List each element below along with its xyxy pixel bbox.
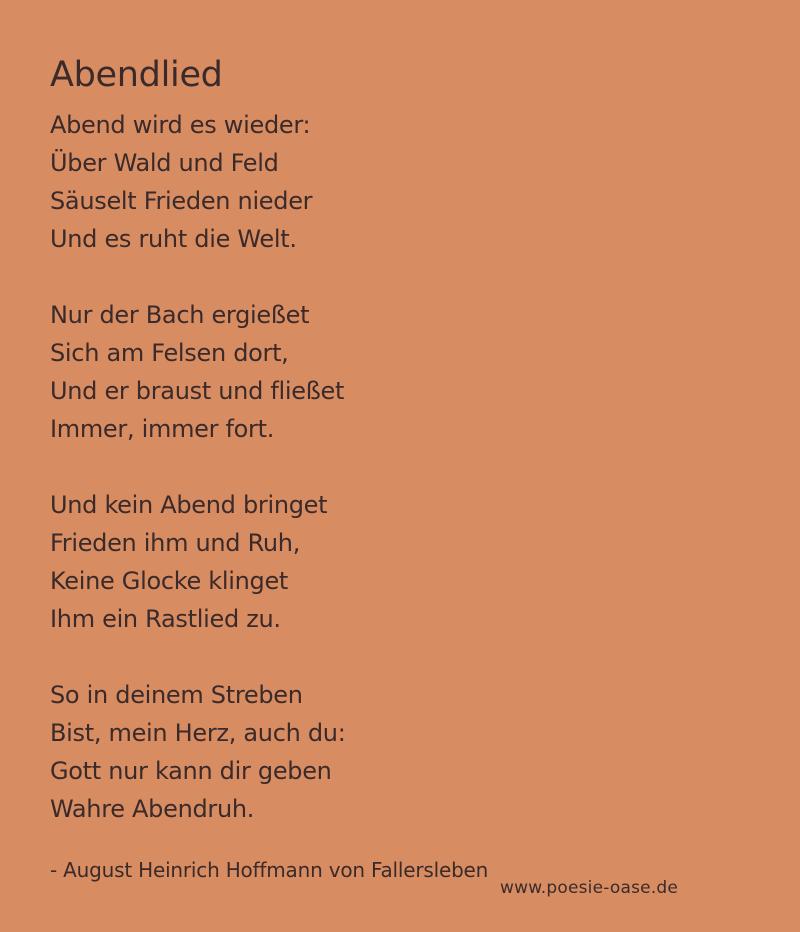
poem-line: Säuselt Frieden nieder: [50, 187, 313, 215]
poem-line: Und es ruht die Welt.: [50, 225, 297, 253]
stanza-2: [50, 296, 750, 448]
poem-line: Nur der Bach ergießet: [50, 301, 310, 329]
stanza-1: [50, 106, 750, 258]
poem-line: Immer, immer fort.: [50, 415, 275, 443]
poem-card: [50, 52, 750, 884]
poem-line: Gott nur kann dir geben: [50, 757, 332, 785]
poem-line: Wahre Abendruh.: [50, 795, 255, 823]
stanza-4: [50, 676, 750, 828]
poem-line: So in deinem Streben: [50, 681, 303, 709]
poem-line: Bist, mein Herz, auch du:: [50, 719, 346, 747]
stanza-3: [50, 486, 750, 638]
poem-author: - August Heinrich Hoffmann von Fallersleben: [50, 858, 489, 882]
poem-line: Abend wird es wieder:: [50, 111, 311, 139]
poem-title: Abendlied: [50, 55, 223, 95]
poem-line: Und kein Abend bringet: [50, 491, 328, 519]
poem-line: Keine Glocke klinget: [50, 567, 289, 595]
poem-line: Über Wald und Feld: [50, 149, 279, 177]
poem-line: Sich am Felsen dort,: [50, 339, 289, 367]
poem-line: Frieden ihm und Ruh,: [50, 529, 301, 557]
website-link[interactable]: www.poesie-oase.de: [500, 878, 679, 898]
poem-line: Ihm ein Rastlied zu.: [50, 605, 281, 633]
poem-line: Und er braust und fließet: [50, 377, 345, 405]
